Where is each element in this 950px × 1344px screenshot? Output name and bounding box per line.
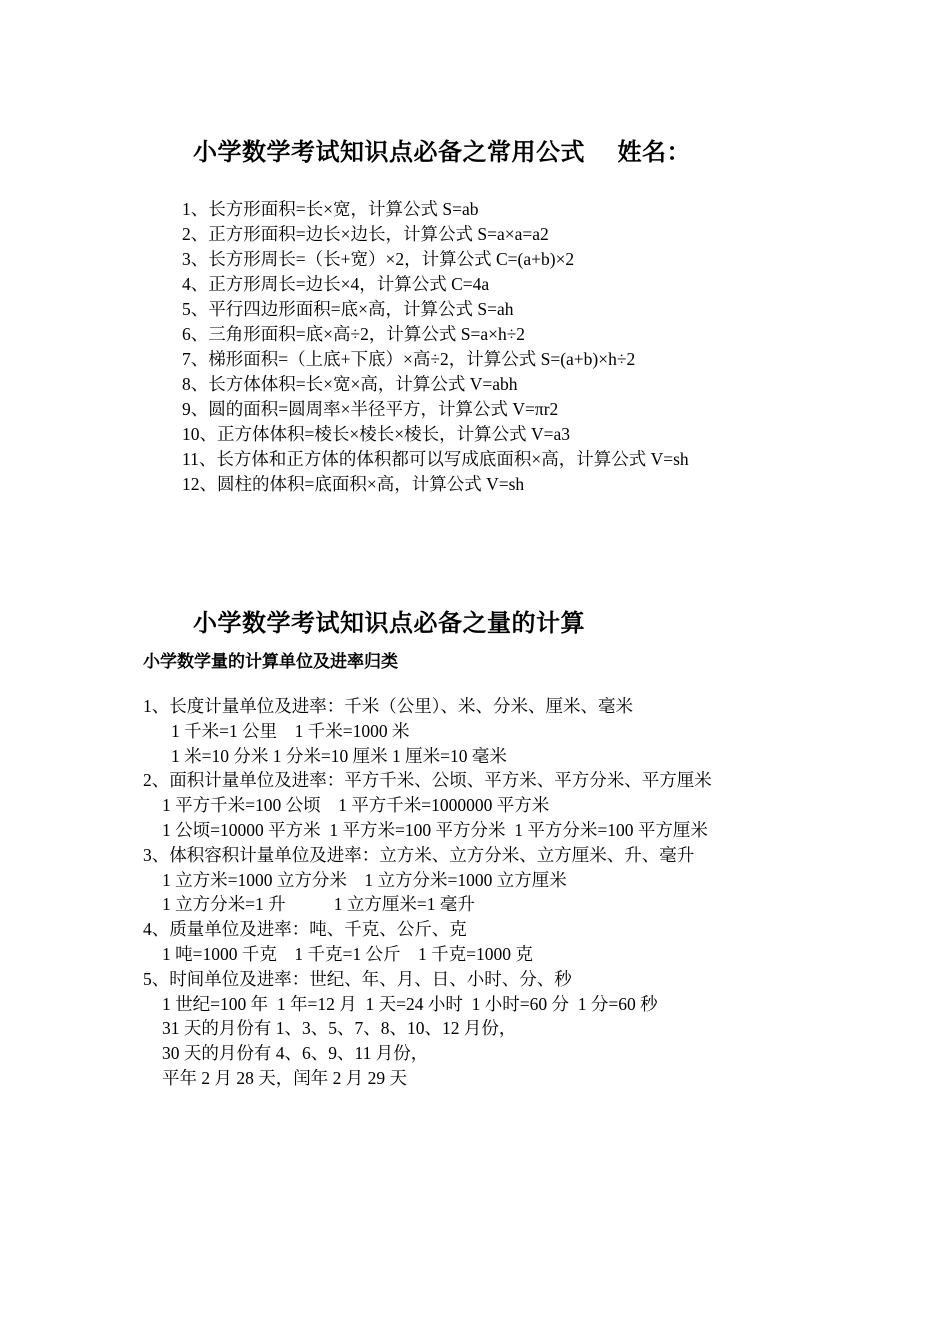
unit-line: 1 立方分米=1 升 1 立方厘米=1 毫升 bbox=[162, 894, 475, 915]
unit-line: 1 世纪=100 年 1 年=12 月 1 天=24 小时 1 小时=60 分 1 分=60 秒 bbox=[162, 993, 658, 1014]
formula-item: 10、正方体体积=棱长×棱长×棱长，计算公式 V=a3 bbox=[182, 424, 571, 444]
unit-heading-length: 1、长度计量单位及进率：千米（公里）、米、分米、厘米、毫米 bbox=[143, 696, 633, 716]
unit-line: 31 天的月份有 1、3、5、7、8、10、12 月份， bbox=[162, 1018, 517, 1039]
formula-list bbox=[182, 197, 689, 497]
unit-line: 1 平方千米=100 公顷 1 平方千米=1000000 平方米 bbox=[162, 795, 550, 816]
formula-item: 5、平行四边形面积=底×高，计算公式 S=ah bbox=[182, 299, 514, 319]
formulas-title: 小学数学考试知识点必备之常用公式 姓名： bbox=[193, 140, 691, 166]
formula-item: 3、长方形周长=（长+宽）×2，计算公式 C=(a+b)×2 bbox=[182, 249, 575, 269]
units-list bbox=[143, 694, 712, 1091]
formula-item: 1、长方形面积=长×宽，计算公式 S=ab bbox=[182, 199, 479, 219]
formula-item: 11、长方体和正方体的体积都可以写成底面积×高，计算公式 V=sh bbox=[182, 449, 689, 469]
formula-item: 2、正方形面积=边长×边长，计算公式 S=a×a=a2 bbox=[182, 224, 549, 244]
formula-item: 6、三角形面积=底×高÷2，计算公式 S=a×h÷2 bbox=[182, 324, 526, 344]
formula-item: 8、长方体体积=长×宽×高，计算公式 V=abh bbox=[182, 374, 518, 394]
unit-line: 30 天的月份有 4、6、9、11 月份， bbox=[162, 1043, 429, 1064]
unit-line: 1 公顷=10000 平方米 1 平方米=100 平方分米 1 平方分米=100 平方厘米 bbox=[162, 819, 708, 840]
unit-line: 1 千米=1 公里 1 千米=1000 米 bbox=[171, 720, 410, 741]
formula-item: 7、梯形面积=（上底+下底）×高÷2，计算公式 S=(a+b)×h÷2 bbox=[182, 349, 636, 369]
unit-heading-volume: 3、体积容积计量单位及进率：立方米、立方分米、立方厘米、升、毫升 bbox=[143, 844, 695, 865]
formula-item: 12、圆柱的体积=底面积×高，计算公式 V=sh bbox=[182, 474, 525, 494]
unit-line: 1 立方米=1000 立方分米 1 立方分米=1000 立方厘米 bbox=[162, 869, 567, 890]
unit-heading-time: 5、时间单位及进率：世纪、年、月、日、小时、分、秒 bbox=[143, 968, 572, 989]
unit-heading-mass: 4、质量单位及进率：吨、千克、公斤、克 bbox=[143, 919, 467, 940]
unit-heading-area: 2、面积计量单位及进率：平方千米、公顷、平方米、平方分米、平方厘米 bbox=[143, 770, 712, 791]
unit-line: 平年 2 月 28 天，闰年 2 月 29 天 bbox=[162, 1067, 407, 1088]
unit-line: 1 吨=1000 千克 1 千克=1 公斤 1 千克=1000 克 bbox=[162, 943, 533, 964]
formula-item: 4、正方形周长=边长×4，计算公式 C=4a bbox=[182, 274, 490, 294]
units-subtitle: 小学数学量的计算单位及进率归类 bbox=[143, 652, 398, 671]
unit-line: 1 米=10 分米 1 分米=10 厘米 1 厘米=10 毫米 bbox=[171, 745, 507, 766]
units-title: 小学数学考试知识点必备之量的计算 bbox=[193, 611, 585, 637]
formula-item: 9、圆的面积=圆周率×半径平方，计算公式 V=πr2 bbox=[182, 399, 559, 419]
